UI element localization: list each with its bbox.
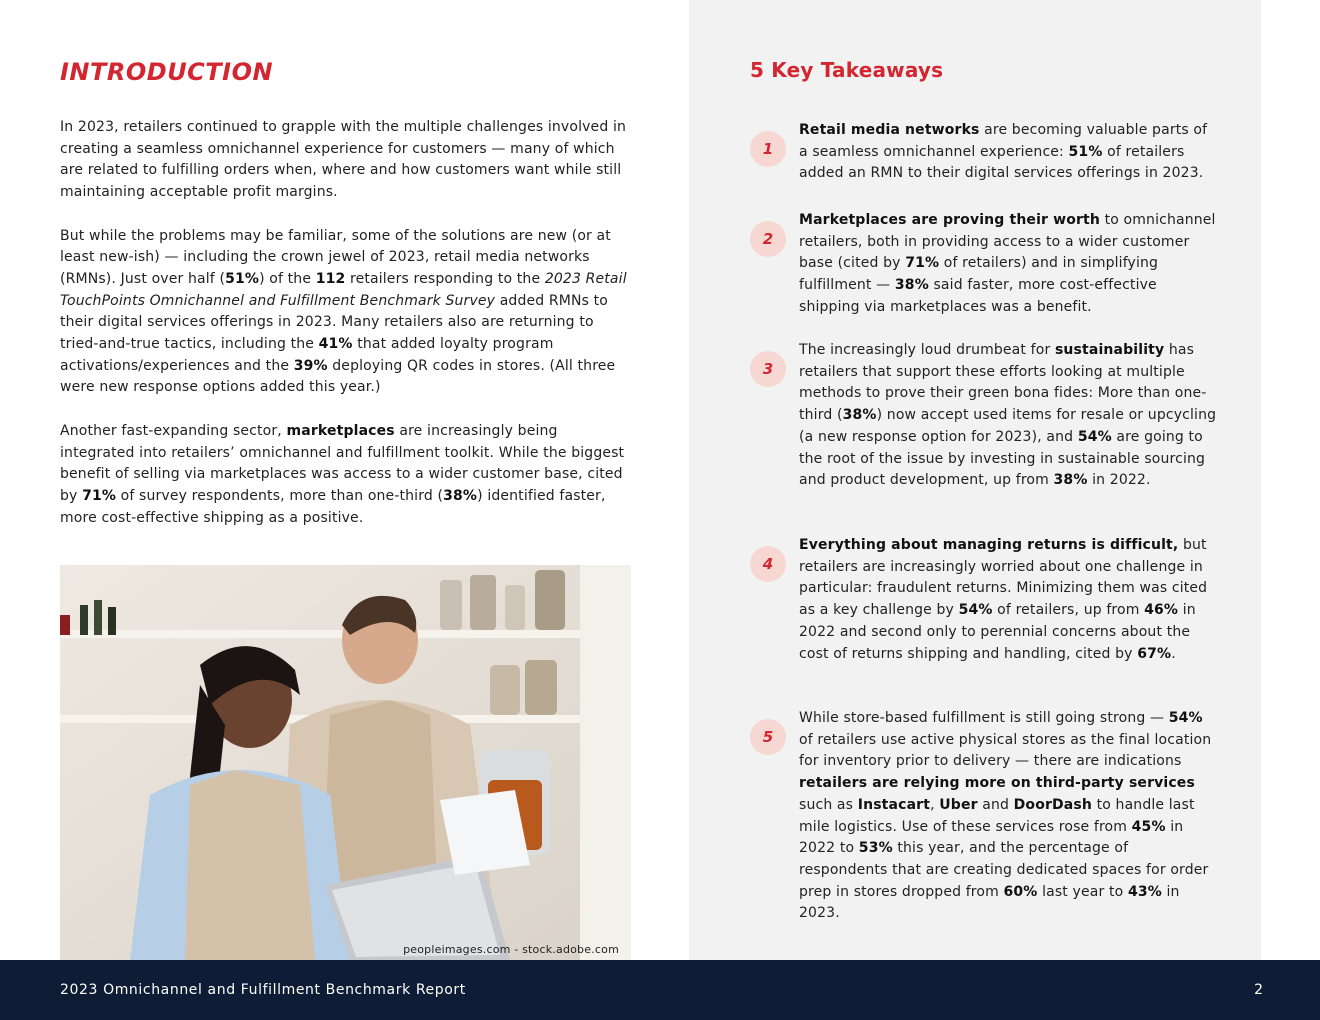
retail-workers-photo xyxy=(60,565,631,960)
page-footer xyxy=(0,960,1320,1020)
takeaway-number-badge: 1 xyxy=(750,131,786,167)
takeaway-number-badge: 3 xyxy=(750,351,786,387)
photo-credit: peopleimages.com - stock.adobe.com xyxy=(403,943,619,956)
introduction-heading: INTRODUCTION xyxy=(60,58,274,86)
takeaway-text: The increasingly loud drumbeat for sustainability has retailers that support these efforts looking at multiple methods to prove their green bona fides: More than one-third (38%) now accept used items for resale or upcycling (a new response option for 2023), and 54% are going to the root of the issue by investing in sustainable sourcing and product development, up from 38% in 2022. xyxy=(799,342,1217,489)
takeaways-panel xyxy=(689,0,1261,960)
takeaway-text: Retail media networks are becoming valuable parts of a seamless omnichannel experience: 51% of retailers added an RMN to their digital services offerings in 2023. xyxy=(799,122,1208,182)
introduction-body xyxy=(60,117,632,551)
takeaway-number-badge: 2 xyxy=(750,221,786,257)
intro-paragraph-2: But while the problems may be familiar, some of the solutions are new (or at least new-ish) — including the crown jewel of 2023, retail media networks (RMNs). Just over half (51%) of the 112 retailers responding to the 2023 Retail TouchPoints Omnichannel and Fulfillment Benchmark Survey added RMNs to their digital services offerings in 2023. Many retailers also are returning to tried-and-true tactics, including the 41% that added loyalty program activations/experiences and the 39% deploying QR codes in stores. (All three were new response options added this year.) xyxy=(60,227,627,396)
takeaways-heading: 5 Key Takeaways xyxy=(750,58,944,82)
takeaway-text: Marketplaces are proving their worth to omnichannel retailers, both in providing access to a wider customer base (cited by 71% of retailers) and in simplifying fulfillment — 38% said faster, more cost-effective shipping via marketplaces was a benefit. xyxy=(799,212,1216,315)
page-number: 2 xyxy=(1254,982,1263,998)
takeaway-text: While store-based fulfillment is still going strong — 54% of retailers use active physical stores as the final location for inventory prior to delivery — there are indications retailers are relying more on third-party services such as Instacart, Uber and DoorDash to handle last mile logistics. Use of these services rose from 45% in 2022 to 53% this year, and the percentage of respondents that are creating dedicated spaces for order prep in stores dropped from 60% last year to 43% in 2023. xyxy=(799,710,1212,922)
takeaway-number-badge: 4 xyxy=(750,546,786,582)
takeaway-number-badge: 5 xyxy=(750,719,786,755)
intro-paragraph-1: In 2023, retailers continued to grapple with the multiple challenges involved in creating a seamless omnichannel experience for customers — many of which are related to fulfilling orders when, where and how customers want while still maintaining acceptable profit margins. xyxy=(60,119,627,201)
report-title: 2023 Omnichannel and Fulfillment Benchmark Report xyxy=(60,982,466,998)
intro-paragraph-3: Another fast-expanding sector, marketplaces are increasingly being integrated into retailers’ omnichannel and fulfillment toolkit. While the biggest benefit of selling via marketplaces was access to a wider customer base, cited by 71% of survey respondents, more than one-third (38%) identified faster, more cost-effective shipping as a positive. xyxy=(60,422,625,526)
takeaway-text: Everything about managing returns is difficult, but retailers are increasingly worried about one challenge in particular: fraudulent returns. Minimizing them was cited as a key challenge by 54% of retailers, up from 46% in 2022 and second only to perennial concerns about the cost of returns shipping and handling, cited by 67%. xyxy=(799,537,1208,662)
photo-illustration xyxy=(60,565,631,960)
